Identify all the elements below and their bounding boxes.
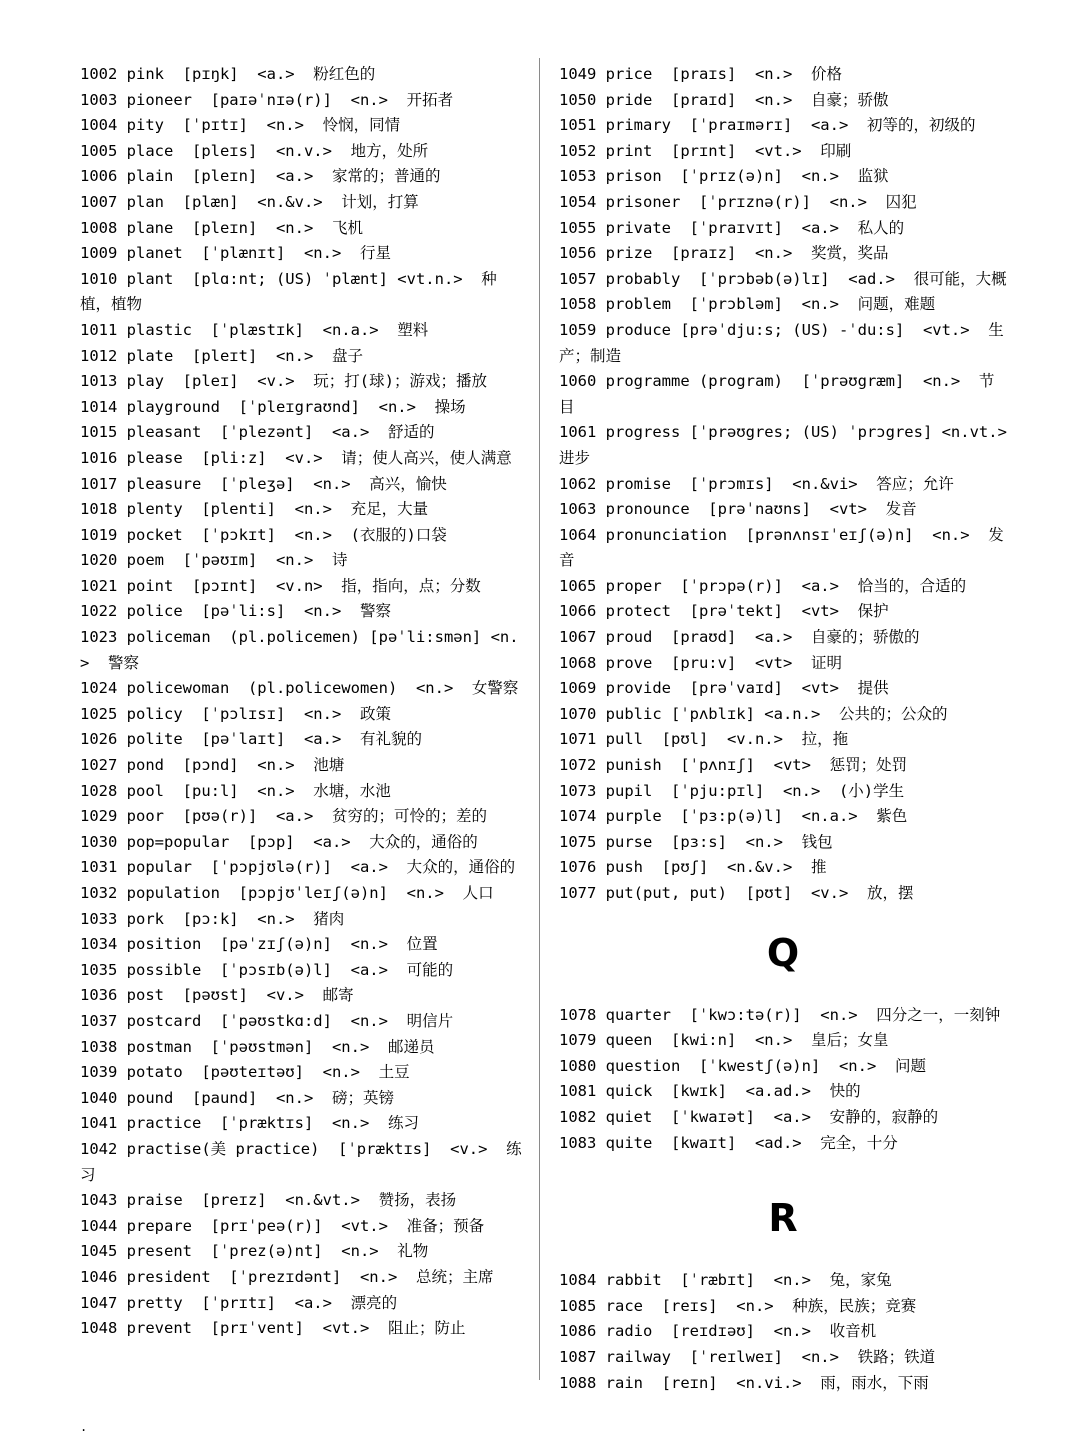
word-entry: 1014 playground [ˈpleɪgraʊnd] <n.> 操场 bbox=[80, 397, 466, 416]
section-letter-q: Q bbox=[766, 930, 800, 975]
word-entry: 1081 quick [kwɪk] <a.ad.> 快的 bbox=[559, 1082, 861, 1101]
word-entry: 1027 pond [pɔnd] <n.> 池塘 bbox=[80, 756, 345, 775]
word-entry: 1039 potato [pəʊteɪtəʊ] <n.> 土豆 bbox=[80, 1063, 410, 1082]
word-entry: 1079 queen [kwi:n] <n.> 皇后；女皇 bbox=[559, 1031, 889, 1050]
word-entry: 1010 plant [plɑ:nt; (US) ˈplænt] <vt.n.> 种植，植物 bbox=[80, 269, 497, 314]
word-entry: 1064 pronunciation [prənʌnsɪˈeɪʃ(ə)n] <n.> 发音 bbox=[559, 525, 1004, 570]
footer-mark: . bbox=[80, 1420, 88, 1434]
word-entry: 1049 price [praɪs] <n.> 价格 bbox=[559, 65, 842, 83]
word-entry: 1004 pity [ˈpɪtɪ] <n.> 怜悯，同情 bbox=[80, 116, 401, 135]
word-entry: 1052 print [prɪnt] <vt.> 印刷 bbox=[559, 141, 852, 160]
word-entry: 1088 rain [reɪn] <n.vi.> 雨，雨水，下雨 bbox=[559, 1373, 929, 1392]
word-entry: 1078 quarter [ˈkwɔ:tə(r)] <n.> 四分之一，一刻钟 bbox=[559, 1005, 1001, 1024]
word-entry: 1058 problem [ˈprɔbləm] <n.> 问题，难题 bbox=[559, 295, 936, 314]
word-entry: 1066 protect [prəˈtekt] <vt> 保护 bbox=[559, 602, 889, 621]
word-entry: 1007 plan [plæn] <n.&v.> 计划，打算 bbox=[80, 192, 419, 211]
word-entry: 1041 practice [ˈpræktɪs] <n.> 练习 bbox=[80, 1114, 419, 1133]
word-entry: 1062 promise [ˈprɔmɪs] <n.&vi> 答应；允许 bbox=[559, 474, 954, 493]
section-letter-r: R bbox=[768, 1196, 798, 1241]
word-entry: 1021 point [pɔɪnt] <v.n> 指，指向，点；分数 bbox=[80, 576, 481, 595]
left-column bbox=[80, 62, 526, 1342]
word-entry: 1025 policy [ˈpɔlɪsɪ] <n.> 政策 bbox=[80, 704, 391, 723]
word-entry: 1061 progress [ˈprəʊgres; (US) ˈprɔgres] <n.vt.> 进步 bbox=[559, 423, 1017, 467]
word-entry: 1023 policeman (pl.policemen) [pəˈli:smən] <n.> 警察 bbox=[80, 628, 519, 672]
word-entry: 1013 play [pleɪ] <v.> 玩；打(球)；游戏；播放 bbox=[80, 372, 487, 391]
word-entry: 1050 pride [praɪd] <n.> 自豪；骄傲 bbox=[559, 90, 889, 109]
word-entry: 1008 plane [pleɪn] <n.> 飞机 bbox=[80, 218, 363, 237]
word-entry: 1024 policewoman (pl.policewomen) <n.> 女警察 bbox=[80, 679, 519, 698]
word-entry: 1019 pocket [ˈpɔkɪt] <n.> (衣服的)口袋 bbox=[80, 525, 447, 544]
word-entry: 1083 quite [kwaɪt] <ad.> 完全，十分 bbox=[559, 1133, 898, 1152]
word-entry: 1032 population [pɔpjʊˈleɪʃ(ə)n] <n.> 人口 bbox=[80, 884, 494, 902]
word-entry: 1055 private [ˈpraɪvɪt] <a.> 私人的 bbox=[559, 218, 905, 237]
word-entry: 1042 practise(美 practice) [ˈpræktɪs] <v.> 练习 bbox=[80, 1139, 522, 1184]
word-entry: 1077 put(put, put) [pʊt] <v.> 放，摆 bbox=[559, 884, 914, 902]
word-entry: 1030 pop=popular [pɔp] <a.> 大众的，通俗的 bbox=[80, 832, 478, 851]
word-entry: 1044 prepare [prɪˈpeə(r)] <vt.> 准备；预备 bbox=[80, 1216, 485, 1235]
word-entry: 1059 produce [prəˈdju:s; (US) -ˈdu:s] <vt.> 生产；制造 bbox=[559, 320, 1004, 365]
word-entry: 1009 planet [ˈplænɪt] <n.> 行星 bbox=[80, 244, 391, 263]
word-entry: 1080 question [ˈkwestʃ(ə)n] <n.> 问题 bbox=[559, 1056, 926, 1075]
word-entry: 1053 prison [ˈprɪz(ə)n] <n.> 监狱 bbox=[559, 167, 889, 186]
word-entry: 1020 poem [ˈpəʊɪm] <n.> 诗 bbox=[80, 551, 348, 570]
word-entry: 1034 position [pəˈzɪʃ(ə)n] <n.> 位置 bbox=[80, 935, 438, 954]
word-entry: 1054 prisoner [ˈprɪznə(r)] <n.> 囚犯 bbox=[559, 192, 917, 211]
right-column bbox=[559, 62, 1017, 1396]
word-entry: 1011 plastic [ˈplæstɪk] <n.a.> 塑料 bbox=[80, 320, 429, 339]
word-entry: 1051 primary [ˈpraɪmərɪ] <a.> 初等的，初级的 bbox=[559, 116, 976, 135]
word-entry: 1057 probably [ˈprɔbəb(ə)lɪ] <ad.> 很可能，大概 bbox=[559, 269, 1007, 288]
word-entry: 1060 programme (program) [ˈprəʊgræm] <n.> 节目 bbox=[559, 372, 995, 416]
word-entry: 1087 railway [ˈreɪlweɪ] <n.> 铁路；铁道 bbox=[559, 1347, 936, 1366]
word-entry: 1035 possible [ˈpɔsɪb(ə)l] <a.> 可能的 bbox=[80, 960, 454, 979]
word-entry: 1033 pork [pɔ:k] <n.> 猪肉 bbox=[80, 909, 345, 928]
word-entry: 1018 plenty [plenti] <n.> 充足，大量 bbox=[80, 500, 429, 519]
right-entry-list-q bbox=[559, 1003, 1007, 1157]
word-entry: 1038 postman [ˈpəʊstmən] <n.> 邮递员 bbox=[80, 1037, 435, 1056]
word-entry: 1071 pull [pʊl] <v.n.> 拉，拖 bbox=[559, 730, 849, 749]
word-entry: 1022 police [pəˈli:s] <n.> 警察 bbox=[80, 602, 391, 621]
column-divider bbox=[539, 58, 540, 1380]
word-entry: 1047 pretty [ˈprɪtɪ] <a.> 漂亮的 bbox=[80, 1293, 398, 1312]
word-entry: 1031 popular [ˈpɔpjʊlə(r)] <a.> 大众的，通俗的 bbox=[80, 858, 516, 877]
word-entry: 1086 radio [reɪdɪəʊ] <n.> 收音机 bbox=[559, 1322, 877, 1341]
word-entry: 1026 polite [pəˈlaɪt] <a.> 有礼貌的 bbox=[80, 730, 422, 749]
word-entry: 1072 punish [ˈpʌnɪʃ] <vt> 惩罚；处罚 bbox=[559, 756, 908, 775]
word-entry: 1056 prize [praɪz] <n.> 奖赏，奖品 bbox=[559, 244, 889, 263]
word-entry: 1012 plate [pleɪt] <n.> 盘子 bbox=[80, 346, 363, 365]
word-entry: 1068 prove [pru:v] <vt> 证明 bbox=[559, 653, 842, 672]
word-entry: 1084 rabbit [ˈræbɪt] <n.> 兔，家兔 bbox=[559, 1271, 892, 1290]
word-entry: 1006 plain [pleɪn] <a.> 家常的；普通的 bbox=[80, 167, 441, 186]
word-entry: 1016 please [pli:z] <v.> 请；使人高兴，使人满意 bbox=[80, 448, 512, 467]
word-entry: 1037 postcard [ˈpəʊstkɑ:d] <n.> 明信片 bbox=[80, 1011, 454, 1030]
word-entry: 1043 praise [preɪz] <n.&vt.> 赞扬，表扬 bbox=[80, 1191, 457, 1210]
word-entry: 1036 post [pəʊst] <v.> 邮寄 bbox=[80, 986, 354, 1005]
word-entry: 1067 proud [praʊd] <a.> 自豪的；骄傲的 bbox=[559, 628, 920, 647]
word-entry: 1076 push [pʊʃ] <n.&v.> 推 bbox=[559, 858, 827, 877]
word-entry: 1005 place [pleɪs] <n.v.> 地方，处所 bbox=[80, 141, 429, 160]
word-entry: 1017 pleasure [ˈpleʒə] <n.> 高兴，愉快 bbox=[80, 474, 447, 493]
right-entry-list-r bbox=[559, 1268, 1007, 1396]
word-entry: 1003 pioneer [paɪəˈnɪə(r)] <n.> 开拓者 bbox=[80, 90, 454, 109]
word-entry: 1069 provide [prəˈvaɪd] <vt> 提供 bbox=[559, 679, 889, 698]
word-entry: 1063 pronounce [prəˈnaʊns] <vt> 发音 bbox=[559, 500, 917, 519]
word-entry: 1002 pink [pɪŋk] <a.> 粉红色的 bbox=[80, 65, 376, 83]
word-entry: 1074 purple [ˈpɜ:p(ə)l] <n.a.> 紫色 bbox=[559, 807, 908, 826]
word-entry: 1073 pupil [ˈpju:pɪl] <n.> (小)学生 bbox=[559, 781, 905, 800]
word-entry: 1070 public [ˈpʌblɪk] <a.n.> 公共的；公众的 bbox=[559, 704, 948, 723]
word-entry: 1075 purse [pɜ:s] <n.> 钱包 bbox=[559, 832, 833, 851]
word-entry: 1048 prevent [prɪˈvent] <vt.> 阻止；防止 bbox=[80, 1319, 466, 1338]
word-entry: 1045 present [ˈprez(ə)nt] <n.> 礼物 bbox=[80, 1242, 429, 1261]
word-entry: 1085 race [reɪs] <n.> 种族，民族；竞赛 bbox=[559, 1296, 917, 1315]
word-entry: 1065 proper [ˈprɔpə(r)] <a.> 恰当的，合适的 bbox=[559, 576, 967, 595]
word-entry: 1082 quiet [ˈkwaɪət] <a.> 安静的，寂静的 bbox=[559, 1107, 939, 1126]
word-entry: 1028 pool [pu:l] <n.> 水塘，水池 bbox=[80, 781, 391, 800]
left-entry-list bbox=[80, 62, 526, 1342]
word-entry: 1029 poor [pʊə(r)] <a.> 贫穷的；可怜的；差的 bbox=[80, 807, 487, 826]
word-entry: 1046 president [ˈprezɪdənt] <n.> 总统；主席 bbox=[80, 1267, 494, 1286]
right-entry-list-p bbox=[559, 62, 1017, 907]
word-entry: 1040 pound [paund] <n.> 磅；英镑 bbox=[80, 1088, 394, 1107]
word-entry: 1015 pleasant [ˈplezənt] <a.> 舒适的 bbox=[80, 423, 435, 442]
